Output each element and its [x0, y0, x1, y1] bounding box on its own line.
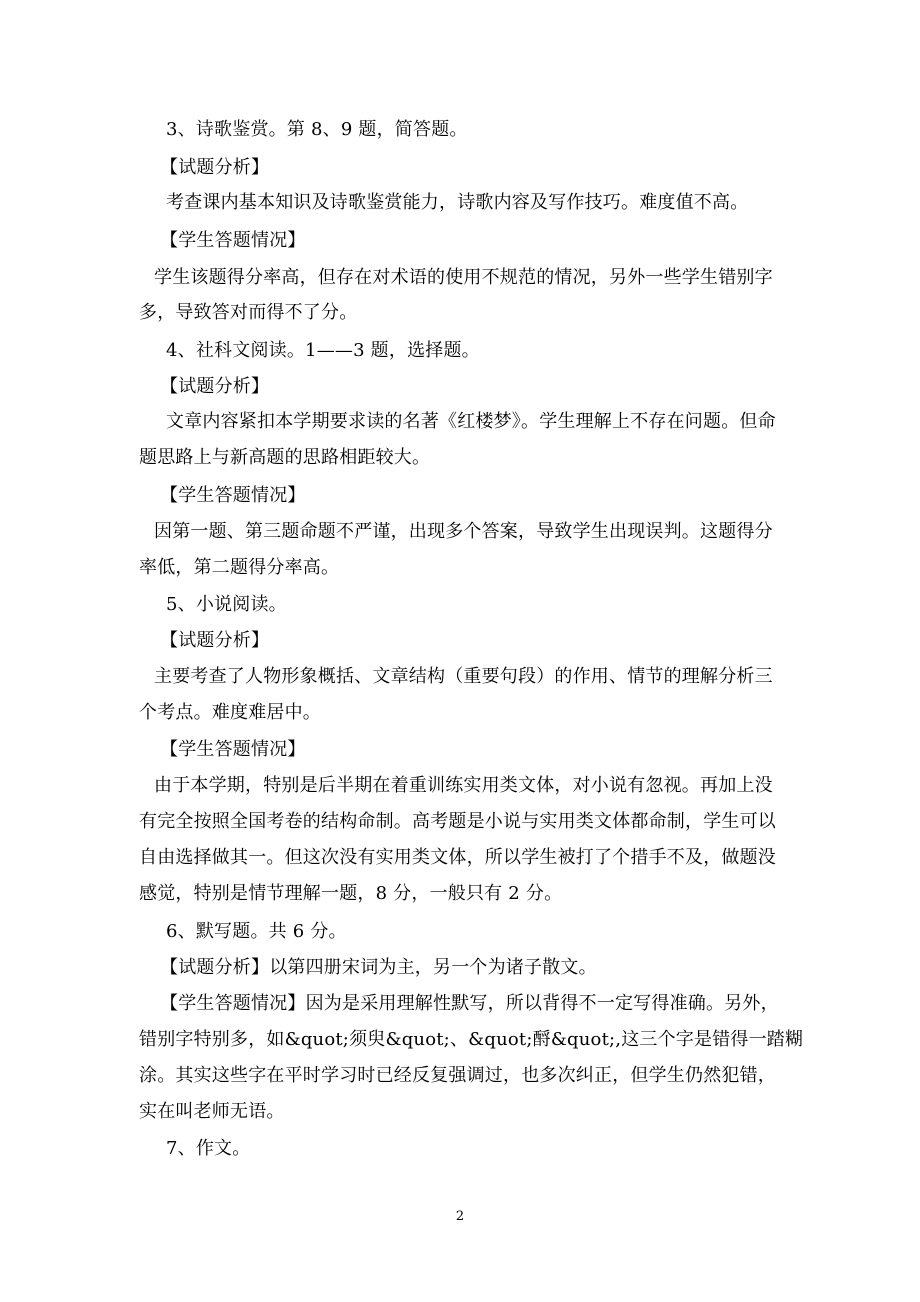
- text-line: 学生该题得分率高，但存在对术语的使用不规范的情况，另外一些学生错别字: [154, 267, 773, 288]
- text-line: 【学生答题情况】: [160, 485, 306, 506]
- text-line: 实在叫老师无语。: [139, 1101, 285, 1122]
- text-line: 多，导致答对而得不了分。: [139, 302, 358, 323]
- text-line: 个考点。难度难居中。: [139, 702, 321, 723]
- text-line: 由于本学期，特别是后半期在着重训练实用类文体，对小说有忽视。再加上没: [154, 775, 773, 796]
- text-line: 错别字特别多，如&quot;须臾&quot;、&quot;酹&quot;,这三个字是错得一踏糊: [139, 1029, 804, 1050]
- text-line: 率低，第二题得分率高。: [139, 557, 340, 578]
- text-line: 6、默写题。共 6 分。: [166, 921, 347, 942]
- text-line: 因第一题、第三题命题不严谨，出现多个答案，导致学生出现误判。这题得分: [154, 521, 773, 542]
- text-line: 【学生答题情况】因为是采用理解性默写，所以背得不一定写得准确。另外，: [160, 993, 779, 1014]
- text-line: 【学生答题情况】: [160, 230, 306, 251]
- text-line: 感觉，特别是情节理解一题，8 分，一般只有 2 分。: [139, 883, 563, 904]
- text-line: 3、诗歌鉴赏。第 8、9 题，简答题。: [166, 119, 468, 140]
- text-line: 涂。其实这些字在平时学习时已经反复强调过，也多次纠正，但学生仍然犯错，: [139, 1065, 776, 1086]
- text-line: 【试题分析】: [160, 630, 270, 651]
- text-line: 有完全按照全国考卷的结构命制。高考题是小说与实用类文体都命制，学生可以: [139, 811, 776, 832]
- text-line: 5、小说阅读。: [166, 594, 287, 615]
- text-line: 主要考查了人物形象概括、文章结构（重要句段）的作用、情节的理解分析三: [154, 666, 773, 687]
- text-line: 自由选择做其一。但这次没有实用类文体，所以学生被打了个措手不及，做题没: [139, 847, 776, 868]
- text-line: 7、作文。: [166, 1138, 251, 1159]
- text-line: 考查课内基本知识及诗歌鉴赏能力，诗歌内容及写作技巧。难度值不高。: [166, 192, 749, 213]
- text-line: 【试题分析】以第四册宋词为主，另一个为诸子散文。: [160, 957, 597, 978]
- text-line: 文章内容紧扣本学期要求读的名著《红楼梦》。学生理解上不存在问题。但命: [166, 411, 776, 432]
- text-line: 4、社科文阅读。1——3 题，选择题。: [166, 340, 480, 361]
- text-line: 【试题分析】: [160, 376, 270, 397]
- text-line: 【试题分析】: [160, 157, 270, 178]
- page-number: 2: [455, 1209, 465, 1224]
- text-line: 题思路上与新高题的思路相距较大。: [139, 447, 431, 468]
- text-line: 【学生答题情况】: [160, 739, 306, 760]
